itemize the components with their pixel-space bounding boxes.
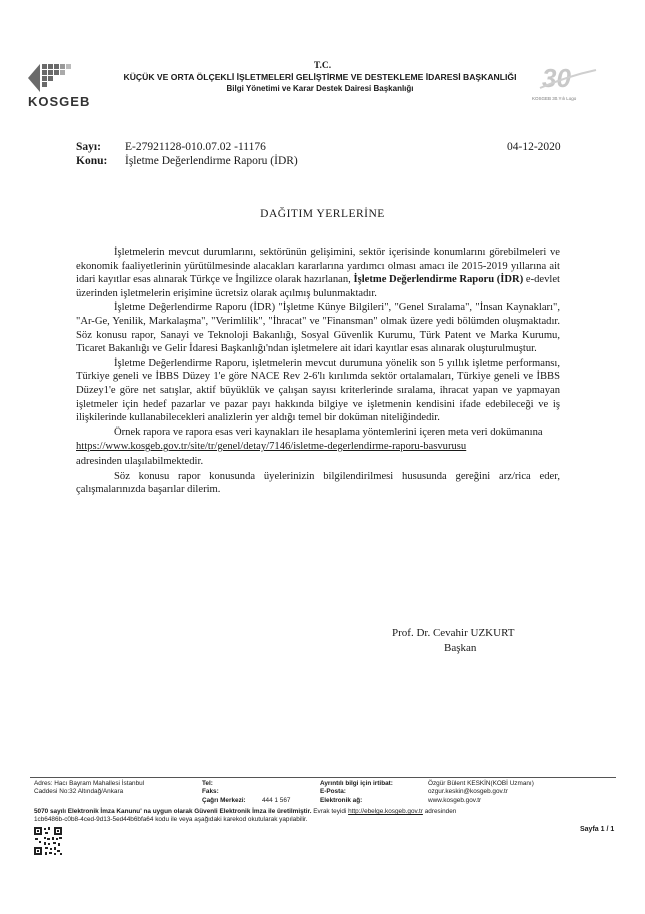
- signatory-name: Prof. Dr. Cevahir UZKURT: [392, 627, 515, 639]
- contact-email[interactable]: ozgur.keskin@kosgeb.gov.tr: [428, 788, 508, 796]
- page-number: Sayfa 1 / 1: [580, 826, 615, 833]
- verification-code-line: 1cb6486b-c0b8-4ced-9d13-5ed44b6bfa64 kodu ile veya aşağıdaki karekod okutularak yapılabilir.: [34, 816, 308, 823]
- paragraph-2: İşletme Değerlendirme Raporu (İDR) "İşletme Künye Bilgileri", "Genel Sıralama", "İnsan Kaynakları", "Ar-Ge, Yenilik, Markalaşma", "Verimlilik", "İhracat" ve "Finansman" olmak üzere yedi bölümden oluşmaktadır. Söz konusu rapor, Sanayi ve Teknoloji Bakanlığı, Sosyal Güvenlik Kurumu, Türk Patent ve Marka Kurumu, Ticaret Bakanlığı ve Gelir İdaresi Başkanlığı'ndan işletmelere ait idari kayıtlar esas alınarak oluşturulmuştur.: [76, 302, 560, 355]
- anniversary-caption: KOSGEB 30.Yılı Logo: [532, 96, 577, 101]
- call-center-number: 444 1 567: [262, 796, 291, 804]
- verify-link[interactable]: http://ebelge.kosgeb.gov.tr: [348, 808, 423, 815]
- contact-person: Özgür Bülent KESKİN(KOBİ Uzmanı): [428, 780, 534, 787]
- paragraph-5: Söz konusu rapor konusunda üyelerinizin bilgilendirilmesi hususunda gereğini arz/rica eder, çalışmalarınızda başarılar dilerim.: [76, 470, 560, 496]
- agency-name: KÜÇÜK VE ORTA ÖLÇEKLİ İŞLETMELERİ GELİŞTİRME VE DESTEKLEME İDARESİ BAŞKANLIĞI: [123, 72, 517, 82]
- sayi-label: Sayı:: [76, 141, 101, 153]
- paragraph-4-link-line: [76, 440, 560, 454]
- footer-contact-labels: Tel: Faks: Çağrı Merkezi:: [202, 780, 246, 804]
- report-name: İşletme Değerlendirme Raporu (İDR): [353, 274, 524, 286]
- sayi-value: E-27921128-010.07.02 -11176: [125, 141, 266, 153]
- department-name: Bilgi Yönetimi ve Karar Destek Dairesi Başkanlığı: [226, 84, 414, 93]
- document-code: 1cb6486b-c0b8-4ced-9d13-5ed44b6bfa64: [34, 816, 154, 823]
- footer-divider: [30, 777, 616, 778]
- konu-value: İşletme Değerlendirme Raporu (İDR): [125, 155, 298, 167]
- report-link[interactable]: https://www.kosgeb.gov.tr/site/tr/genel/detay/7146/isletme-degerlendirme-raporu-basvurusu: [76, 441, 467, 453]
- letter-body: [76, 246, 560, 498]
- konu-label: Konu:: [76, 155, 108, 167]
- tc-heading: T.C.: [313, 61, 332, 71]
- website[interactable]: www.kosgeb.gov.tr: [428, 796, 482, 804]
- paragraph-1: İşletmelerin mevcut durumlarını, sektörünün gelişimini, sektör içerisinde konumlarını görebilmeleri ve ekonomik faaliyetlerinin yürütülmesinde alacakları kararlarına yardımcı olması amacı ile 2015-2019 yıllarına ait idari kayıtlar esas alınarak Türkçe ve İngilizce olarak hazırlanan, İşletme Değerlendirme Raporu (İDR) e-devlet üzerinden işletmelerin erişimine ücretsiz olarak açılmış bulunmaktadır.: [76, 247, 561, 299]
- paragraph-4: Örnek rapora ve rapora esas veri kaynakları ile hesaplama yöntemlerini içeren meta veri dokümanına: [114, 426, 543, 438]
- qr-code-icon[interactable]: [33, 826, 63, 856]
- svg-text:30: 30: [542, 63, 571, 92]
- paragraph-4-end: adresinden ulaşılabilmektedir.: [76, 455, 204, 467]
- esignature-notice: 5070 sayılı Elektronik İmza Kanunu' na uygun olarak Güvenli Elektronik İmza ile üretilmiştir. Evrak teyidi http://ebelge.kosgeb.gov.tr adresinden: [34, 808, 457, 815]
- distribution-heading: DAĞITIM YERLERİNE: [260, 208, 385, 220]
- document-date: 04-12-2020: [507, 141, 561, 153]
- signatory-title: Başkan: [444, 642, 477, 654]
- paragraph-3: İşletme Değerlendirme Raporu, işletmelerin mevcut durumuna yönelik son 5 yıllık işletme performansı, Türkiye geneli ve İBBS Düzey 1'e göre NACE Rev 2-6'lı kırılımda sektör ortalamaları, Türkiye geneli ve İBBS Düzey1'e göre net satışlar, aktif büyüklük ve çalışan sayısı kriterlerinde sıralama, ihracat yapan ve yapmayan işletmeler için hedef pazarlar ve pazar payı hakkında bilgiye ve işletmenin kendisini ifade edebileceği ve iş ilişkilerinde kullanabilecekleri analizlerin yer aldığı temel bir doküman niteliğindedir.: [76, 357, 560, 424]
- logo-text: KOSGEB: [28, 94, 91, 109]
- footer-info-values: [428, 780, 534, 805]
- anniversary-logo: [538, 62, 598, 92]
- footer-info-labels: Ayrıntılı bilgi için irtibat: E-Posta: Elektronik ağ:: [320, 780, 393, 804]
- footer-address: Adres: Hacı Bayram Mahallesi İstanbul Caddesi No:32 Altındağ/Ankara: [34, 780, 145, 796]
